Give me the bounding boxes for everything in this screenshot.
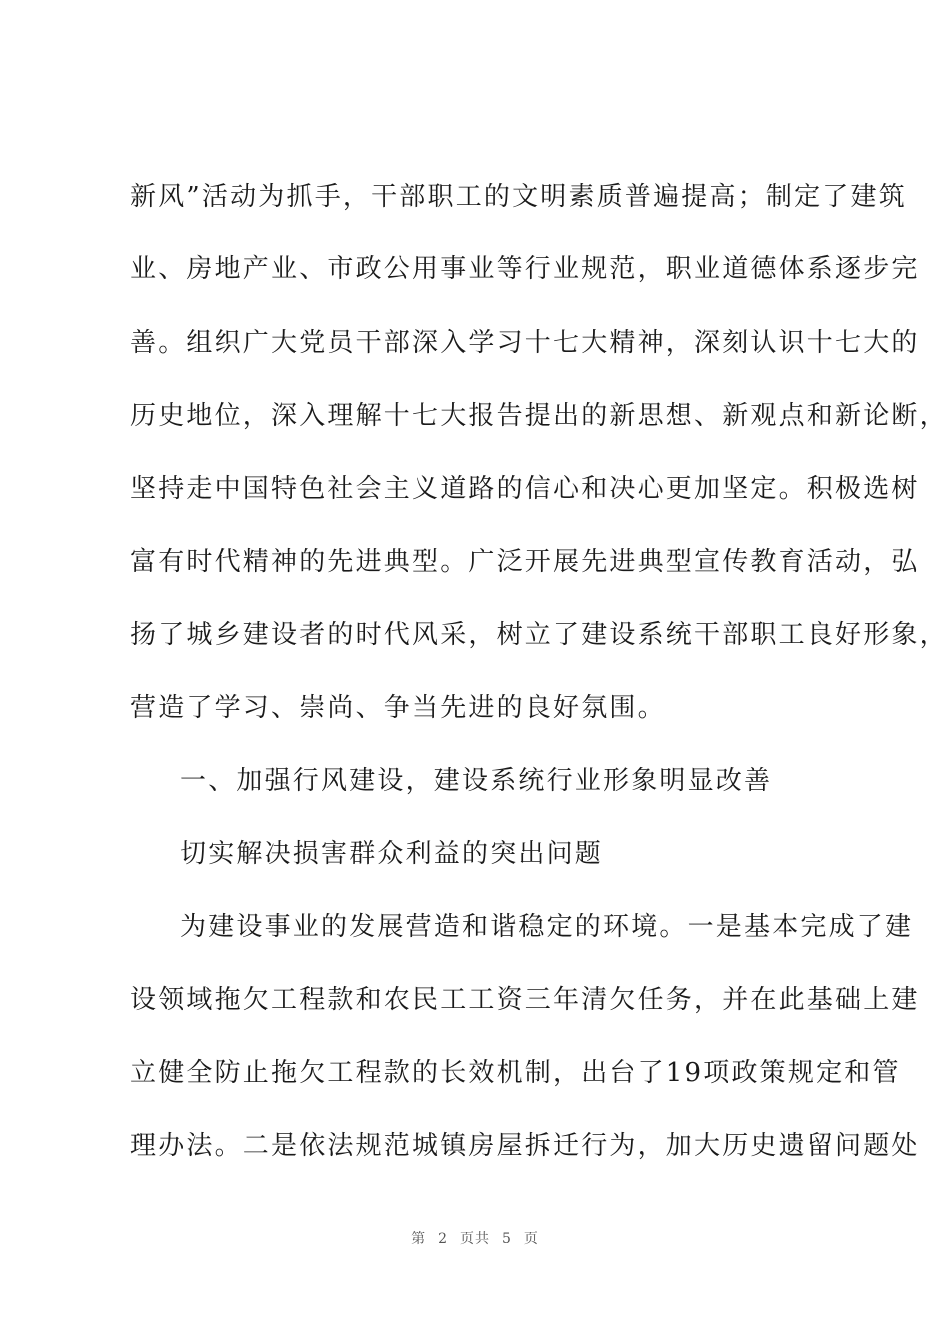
footer-current-page: 2 [438, 1231, 448, 1247]
body-line-7: 扬了城乡建设者的时代风采，树立了建设系统干部职工良好形象， [130, 620, 948, 650]
section-heading: 一、加强行风建设，建设系统行业形象明显改善 [180, 766, 773, 796]
page-footer [0, 1228, 950, 1248]
body-line-4: 历史地位，深入理解十七大报告提出的新思想、新观点和新论断， [130, 401, 948, 431]
body-line-13: 立健全防止拖欠工程款的长效机制，出台了19项政策规定和管 [130, 1058, 901, 1088]
body-line-11: 为建设事业的发展营造和谐稳定的环境。一是基本完成了建 [180, 912, 914, 942]
body-line-14: 理办法。二是依法规范城镇房屋拆迁行为，加大历史遗留问题处 [130, 1131, 920, 1161]
body-line-6: 富有时代精神的先进典型。广泛开展先进典型宣传教育活动，弘 [130, 547, 920, 577]
body-line-2: 业、房地产业、市政公用事业等行业规范，职业道德体系逐步完 [130, 254, 920, 284]
footer-total-pages: 5 [502, 1231, 512, 1247]
body-line-1: 新风”活动为抓手，干部职工的文明素质普遍提高；制定了建筑 [130, 182, 907, 212]
body-line-8: 营造了学习、崇尚、争当先进的良好氛围。 [130, 693, 666, 723]
body-line-3: 善。组织广大党员干部深入学习十七大精神，深刻认识十七大的 [130, 328, 920, 358]
body-line-5: 坚持走中国特色社会主义道路的信心和决心更加坚定。积极选树 [130, 474, 920, 504]
footer-middle: 页共 [460, 1231, 490, 1247]
footer-prefix: 第 [411, 1231, 427, 1247]
footer-suffix: 页 [523, 1231, 539, 1247]
sub-heading: 切实解决损害群众利益的突出问题 [180, 839, 604, 869]
body-line-12: 设领域拖欠工程款和农民工工资三年清欠任务，并在此基础上建 [130, 985, 920, 1015]
